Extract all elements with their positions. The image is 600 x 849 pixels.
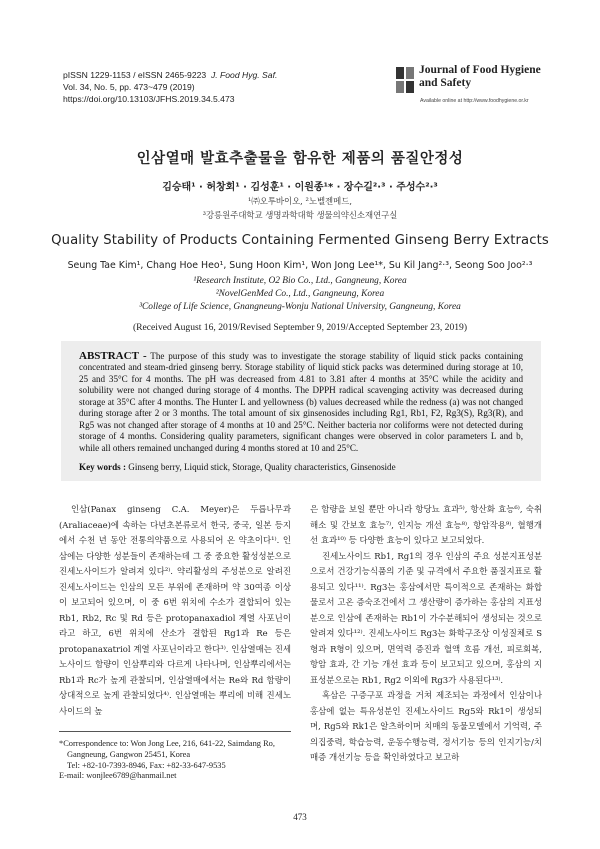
authors-english: Seung Tae Kim¹, Chang Hoe Heo¹, Sung Hoon Kim¹, Won Jong Lee¹*, Su Kil Jang²·³, Seong Soo Joo²·³ xyxy=(67,260,533,271)
abstract-label: ABSTRACT - xyxy=(79,350,147,362)
journal-logo-title: Journal of Food Hygiene and Safety xyxy=(419,64,541,89)
page-number: 473 xyxy=(293,812,307,822)
received-dates: (Received August 16, 2019/Revised September 9, 2019/Accepted September 23, 2019) xyxy=(132,322,468,333)
journal-logo-mark-icon xyxy=(395,66,415,94)
journal-logo xyxy=(395,64,545,112)
affiliation-english: ¹Research Institute, O2 Bio Co., Ltd., Gangneung, Korea xyxy=(193,276,407,286)
keywords-label: Key words : xyxy=(79,462,126,472)
issn: pISSN 1229-1153 / eISSN 2465-9223 xyxy=(63,70,207,80)
abstract-text: The purpose of this study was to investigate the storage stability of liquid stick packs containing concentrated and steam-dried ginseng berry. Storage stability of liquid stick packs was determined during storage at 10, 25 and 35°C for 4 months. The pH was decreased from 4.81 to 3.81 after 4 months at 35°C while the acidity and solubility were not changed during storage of 4 months. The DPPH radical scavenging activity was decreased during storage at 35°C after 4 months. The Hunter L and yellowness (b) values decreased while the redness (a) was not changed during storage after 2 or 3 months. The total amount of six ginsenosides including Rg1, Rb1, F2, Rg3(S), Rg3(R), and Rg5 was not changed after storage of 4 months at 10 and 25°C. Neither bacteria nor coliforms were not detected during storage of 4 months. Considering quality parameters, significant changes were observed in color parameters L and b, while all others remained unchanged during 4 months stored at 10 and 25°C. xyxy=(79,351,524,453)
paper-title-korean: 인삼열매 발효추출물을 함유한 제품의 품질안정성 xyxy=(136,151,464,167)
affiliation-english: ²NovelGenMed Co., Ltd., Gangneung, Korea xyxy=(215,289,385,299)
body-paragraph: 은 함량을 보일 뿐만 아니라 항당뇨 효과⁵⁾, 항산화 효능⁶⁾, 숙취해소 및 간보호 효능⁷⁾, 인지능 개선 효능⁸⁾, 항암작용⁹⁾, 혈행개선 효과¹⁰⁾ 등 다양한 효능이 있다고 보고되었다. xyxy=(310,504,542,545)
correspondence-footnote: *Correspondence to: Won Jong Lee, 216, 641-22, Saimdang Ro, Gangneung, Gangwon 25451, Korea Tel: +82-10-7393-8946, Fax: +82-33-647-9535 E-mail: wonjlee6789@hanmail.net xyxy=(59,739,299,782)
body-paragraph: 진세노사이드 Rb1, Rg1의 경우 인삼의 주요 성분지표성분으로서 건강기능식품의 기준 및 규격에서 주요한 품질지표로 활용되고 있다¹¹⁾. Rg3는 홍삼에서만 특이적으로 존재하는 화합물로서 고온 증숙조건에서 그 생산량이 증가하는 홍삼의 지표성분으로 인삼에 존재하는 Rb1이 가수분해되어 생성되는 것으로 알려져 있다¹²⁾. 진세노사이드 Rg3는 화학구조상 이성질체로 S형과 R형이 있으며, 면역력 증진과 혈액 흐름 개선, 피로회복, 항암 효과, 간 기능 개선 효과 등이 보고되고 있으며, 홍삼의 지표성분으로는 Rb1, Rg2 이외에 Rg3가 사용된다¹³⁾. xyxy=(310,550,542,685)
affiliation-english: ³College of Life Science, Gnangneung-Wonju National University, Gangneung, Korea xyxy=(139,302,461,312)
journal-logo-url[interactable]: Available online at http://www.foodhygiene.or.kr xyxy=(420,98,529,104)
volume-info: Vol. 34, No. 5, pp. 473~479 (2019) xyxy=(63,82,195,92)
body-column-right xyxy=(310,502,542,766)
keywords xyxy=(79,462,529,472)
doi-link[interactable]: https://doi.org/10.13103/JFHS.2019.34.5.473 xyxy=(63,94,235,104)
correspondence-email[interactable]: E-mail: wonjlee6789@hanmail.net xyxy=(59,771,177,781)
keywords-text: Ginseng berry, Liquid stick, Storage, Quality characteristics, Ginsenoside xyxy=(128,462,396,472)
abstract xyxy=(79,351,523,454)
body-column-left xyxy=(59,502,291,719)
affiliation-korean: ¹㈜오투바이오, ²노벨젠메드, xyxy=(248,196,352,206)
journal-abbrev: J. Food Hyg. Saf. xyxy=(210,70,278,80)
body-paragraph: 인삼(Panax ginseng C.A. Meyer)은 두릅나무과(Araliaceae)에 속하는 다년초본류로서 한국, 중국, 일본 등지에서 수천 년 동안 전통의약품으로 사용되어 온 약초이다¹⁾. 인삼에는 다양한 성분들이 존재하는데 그 중 중요한 활성성분으로 진세노사이드가 알려져 있다²⁾. 약리활성의 주성분으로 알려진 진세노사이드는 인삼의 모든 부위에 존재하며 약 30여종 이상이 보고되어 있으며, 이 중 6번 위치에 수소가 결합되어 있는 Rb1, Rb2, Rc 및 Rd 등은 protopanaxadiol 계열 사포닌이라고 하고, 6번 위치에 산소가 결합된 Rg1과 Re 등은 protopanaxatriol 계열 사포닌이라고 한다³⁾. 인삼열매는 진세노사이드 함량이 인삼뿌리와 다르게 나타나며, 인삼뿌리에서는 Rb1과 Rc가 높게 관찰되며, 인삼열매에서는 Re와 Rd 함량이 상대적으로 높게 관찰되었다⁴⁾. 인삼열매는 뿌리에 비해 진세노사이드의 높 xyxy=(59,504,291,716)
journal-citation xyxy=(63,69,313,105)
authors-korean: 김승태¹ · 허창회¹ · 김성훈¹ · 이원종¹* · 장수길²·³ · 주성수²·³ xyxy=(162,182,438,193)
affiliation-korean: ³강릉원주대학교 생명과학대학 생물의약신소재연구실 xyxy=(202,210,398,220)
body-paragraph: 혹삼은 구증구포 과정을 거쳐 제조되는 과정에서 인삼이나 홍삼에 없는 특유성분인 진세노사이드 Rg5와 Rk1이 생성되며, Rg5와 Rk1은 알츠하이머 치매의 동물모델에서 기억력, 주의집중력, 학습능력, 운동수행능력, 정서기능 등의 인지기능/치매증 개선기능 등을 확인하였다고 보고하 xyxy=(310,690,542,762)
paper-title-english: Quality Stability of Products Containing Fermented Ginseng Berry Extracts xyxy=(51,233,549,248)
footnote-divider xyxy=(59,731,291,732)
